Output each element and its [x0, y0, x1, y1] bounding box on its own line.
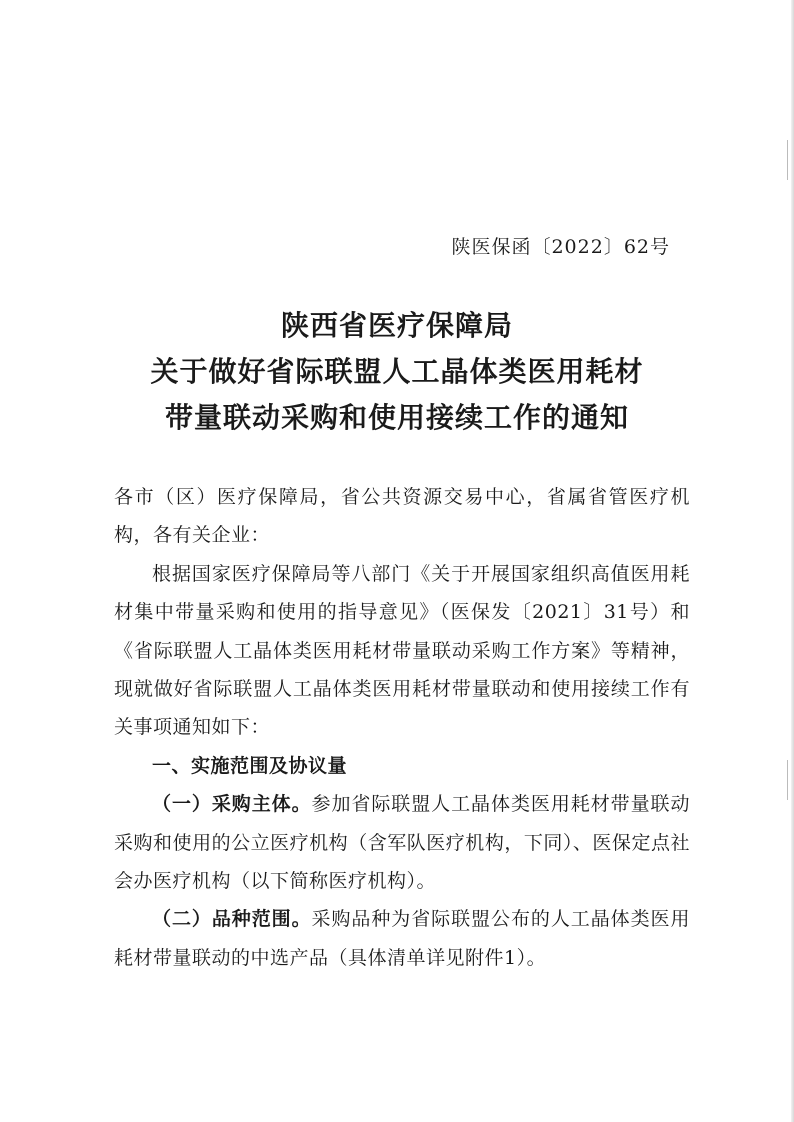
section-item-2 [114, 900, 690, 977]
item-2-text: 采购品种为省际联盟公布的人工晶体类医用耗材带量联动的中选产品（具体清单详见附件1）。 [114, 908, 690, 969]
document-body [114, 478, 690, 977]
item-2-label: （二）品种范围。 [152, 908, 312, 931]
item-1-label: （一）采购主体。 [152, 793, 312, 816]
title-line-2: 关于做好省际联盟人工晶体类医用耗材 [150, 355, 644, 388]
item-1-text: 参加省际联盟人工晶体类医用耗材带量联动采购和使用的公立医疗机构（含军队医疗机构，下同）、医保定点社会办医疗机构（以下简称医疗机构）。 [114, 793, 690, 893]
document-title [0, 303, 794, 441]
intro-paragraph: 根据国家医疗保障局等八部门《关于开展国家组织高值医用耗材集中带量采购和使用的指导意见》（医保发〔2021〕31号）和《省际联盟人工晶体类医用耗材带量联动采购工作方案》等精神，现就做好省际联盟人工晶体类医用耗材带量联动和使用接续工作有关事项通知如下： [114, 562, 690, 739]
section-heading-1: 一、实施范围及协议量 [152, 754, 348, 777]
scan-mark [787, 140, 788, 180]
scan-mark [787, 760, 788, 800]
document-number: 陕医保函〔2022〕62号 [451, 236, 670, 258]
title-line-1: 陕西省医疗保障局 [280, 309, 513, 342]
title-line-3: 带量联动采购和使用接续工作的通知 [164, 401, 629, 434]
addressee: 各市（区）医疗保障局，省公共资源交易中心，省属省管医疗机构，各有关企业： [114, 486, 690, 547]
section-item-1 [114, 785, 690, 900]
